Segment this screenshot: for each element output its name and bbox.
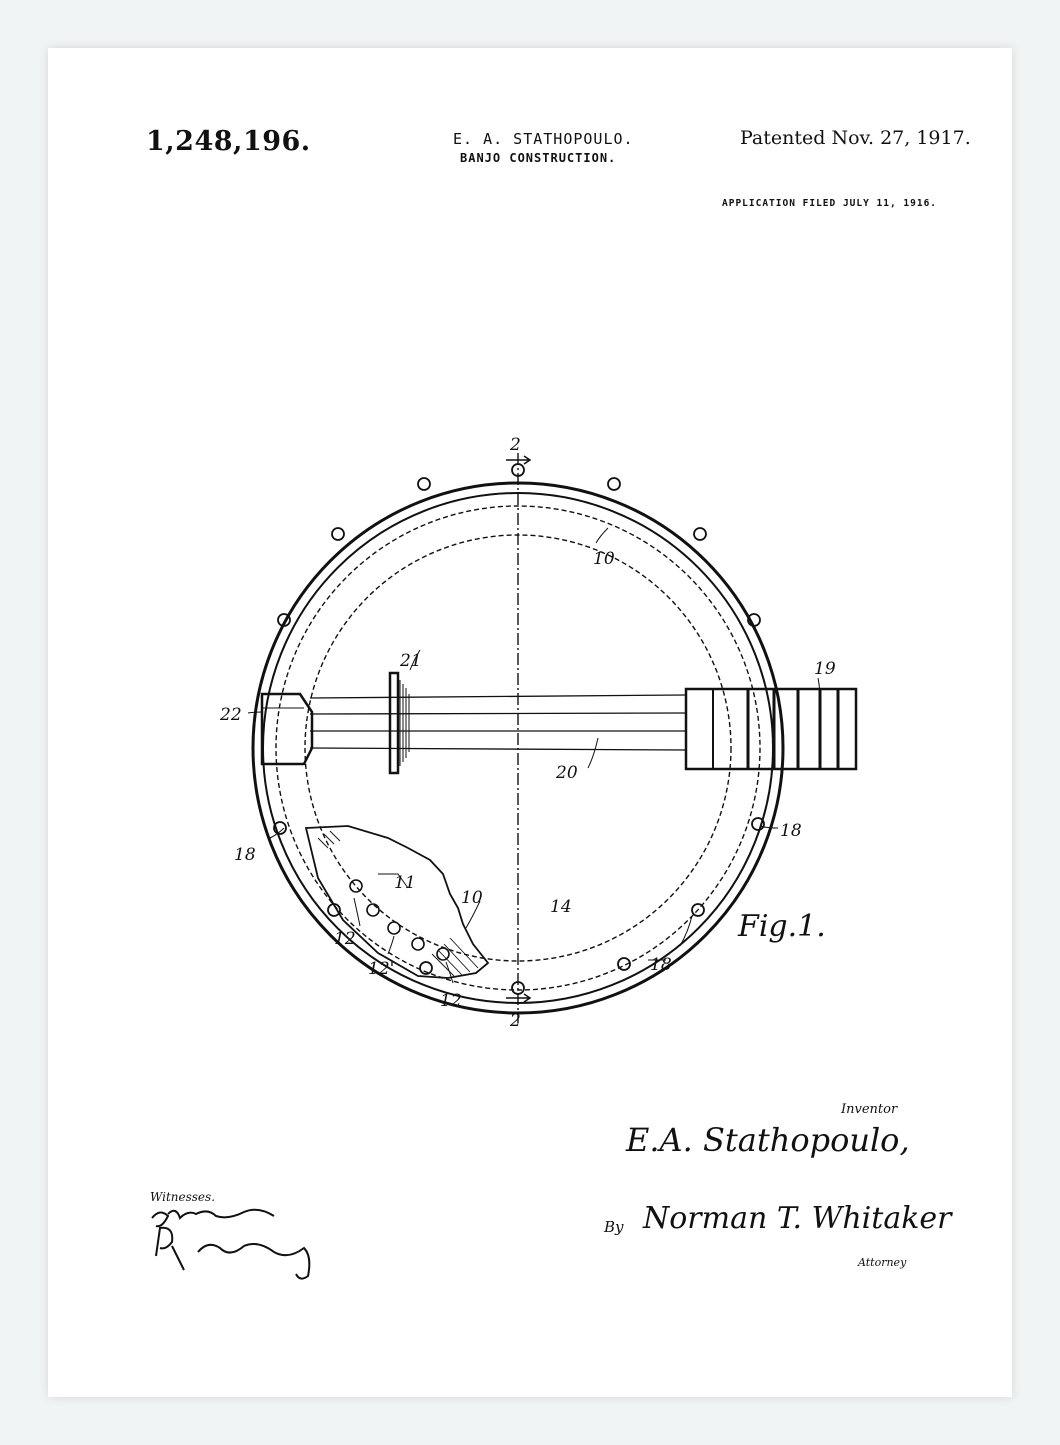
ref-12-b: 12 [440,991,462,1011]
ref-18-bottom: 18 [650,955,672,975]
ref-11: 11 [394,873,416,893]
by-label: By [604,1218,624,1236]
tailpiece [262,694,312,764]
ref-21: 21 [400,651,422,671]
rim-hole [412,938,424,950]
witness-signature-1 [152,1210,274,1227]
string-2 [310,713,686,714]
rim-hole [367,904,379,916]
filing-date: APPLICATION FILED JULY 11, 1916. [722,198,938,209]
patent-title: BANJO CONSTRUCTION. [460,151,617,165]
bridge [390,673,398,773]
attorney-label: Attorney [858,1256,907,1269]
rim-hole [437,948,449,960]
attorney-signature: Norman T. Whitaker [643,1201,952,1236]
ref-19: 19 [814,659,836,679]
rim-hole [388,922,400,934]
patent-number: 1,248,196. [146,126,311,157]
rim-hole [350,880,362,892]
ref-20: 20 [556,763,578,783]
patent-sheet [48,48,1012,1397]
neck [686,689,856,769]
section-mark-bottom: 2 [510,1011,521,1031]
inventor-label: Inventor [841,1102,898,1117]
figure-label: Fig.1. [738,909,826,944]
string-4 [310,748,686,750]
ref-10-low: 10 [461,888,483,908]
inventor-signature: E.A. Stathopoulo, [626,1121,910,1159]
section-mark-top: 2 [510,435,521,455]
witness-signature-2 [156,1228,309,1279]
ref-18-right: 18 [780,821,802,841]
inventor-header: E. A. STATHOPOULO. [453,130,634,148]
ref-14: 14 [550,897,572,917]
ref-12-prime: 12' [368,959,395,979]
ref-12-a: 12 [334,929,356,949]
ref-10-top: 10 [593,549,615,569]
patent-date: Patented Nov. 27, 1917. [740,127,971,149]
ref-18-left: 18 [234,845,256,865]
witnesses-label: Witnesses. [150,1190,216,1204]
string-1 [310,695,686,698]
ref-22: 22 [220,705,242,725]
